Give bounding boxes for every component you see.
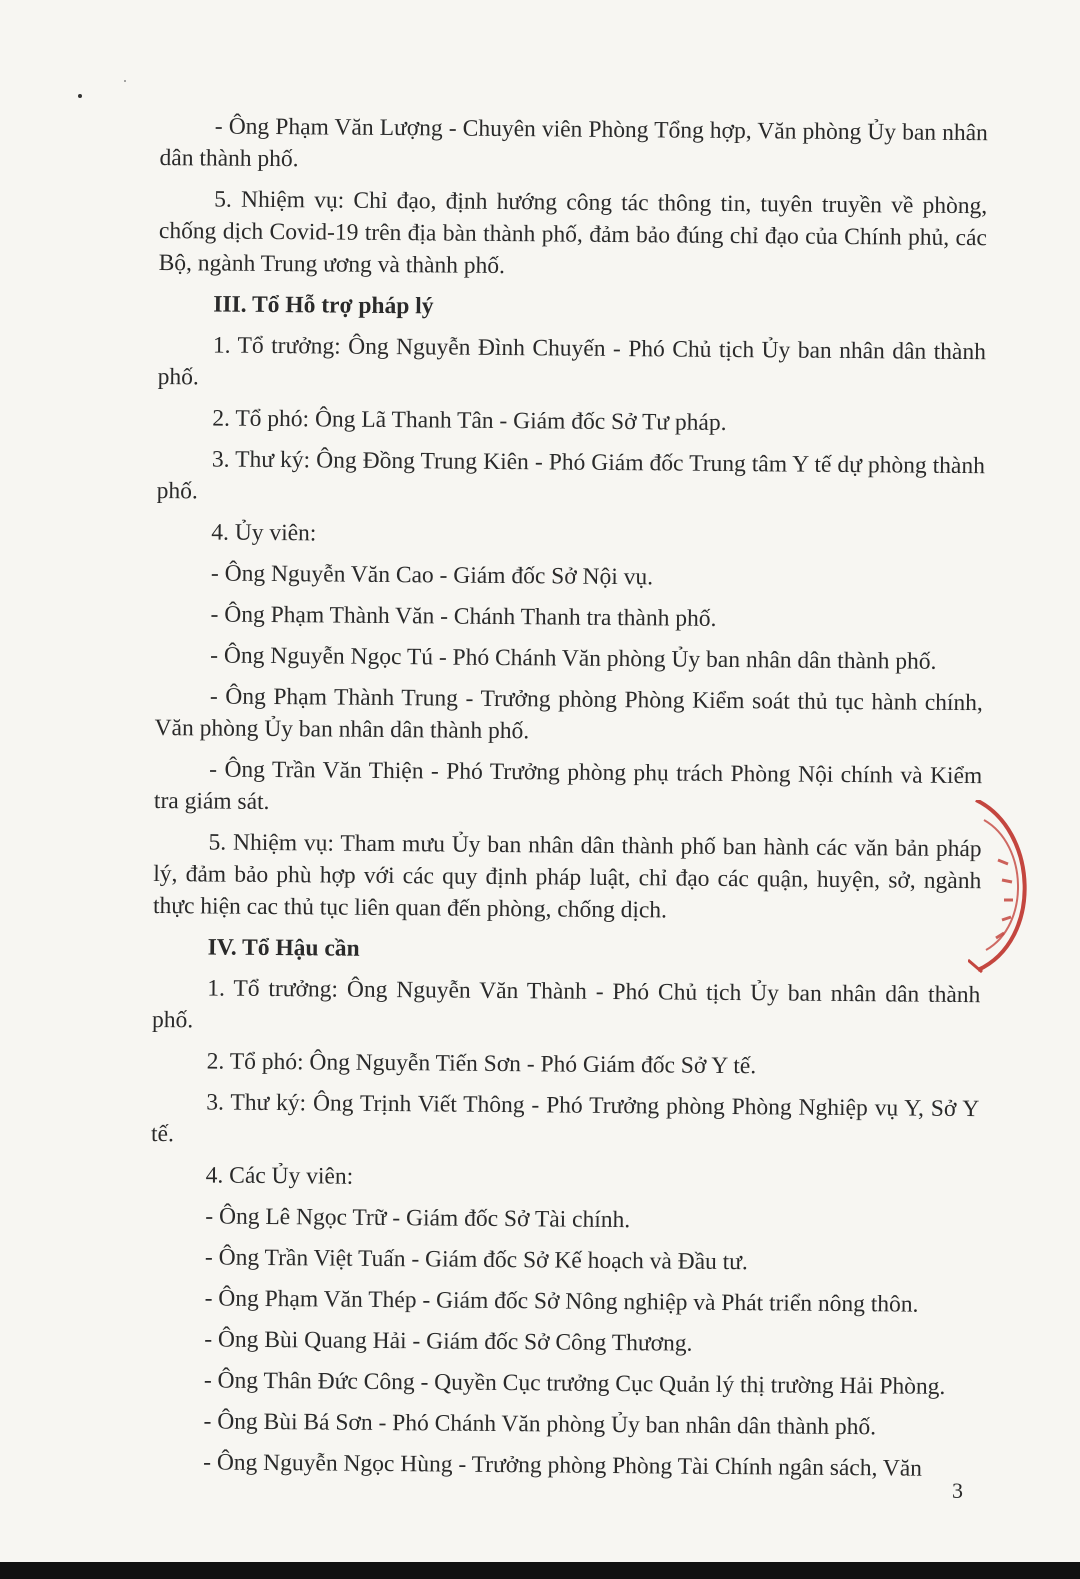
paragraph: 5. Nhiệm vụ: Chỉ đạo, định hướng công tác thông tin, tuyên truyền về phòng, chống dịch Covid-19 trên địa bàn thành phố, đảm bảo đúng chỉ đạo của Chính phủ, các Bộ, ngành Trung ương và thành phố. (158, 186, 988, 280)
paragraph: - Ông Phạm Văn Thép - Giám đốc Sở Nông nghiệp và Phát triển nông thôn. (204, 1285, 919, 1318)
paragraph: - Ông Phạm Văn Lượng - Chuyên viên Phòng Tổng hợp, Văn phòng Ủy ban nhân dân thành phố. (159, 113, 988, 173)
document-body (148, 110, 988, 1494)
paragraph: - Ông Bùi Bá Sơn - Phó Chánh Văn phòng Ủy ban nhân dân thành phố. (203, 1408, 877, 1441)
paragraph: 3. Thư ký: Ông Trịnh Viết Thông - Phó Trưởng phòng Phòng Nghiệp vụ Y, Sở Y tế. (150, 1089, 980, 1148)
seal-marks (996, 860, 1013, 938)
paragraph: 4. Ủy viên: (211, 519, 317, 547)
paragraph: 3. Thư ký: Ông Đồng Trung Kiên - Phó Giám đốc Trung tâm Y tế dự phòng thành phố. (156, 446, 986, 505)
section-heading: III. Tổ Hỗ trợ pháp lý (213, 291, 434, 320)
page-number: 3 (952, 1478, 963, 1503)
seal-tail (968, 960, 982, 972)
paragraph: - Ông Nguyễn Ngọc Hùng - Trưởng phòng Phòng Tài Chính ngân sách, Văn (203, 1449, 923, 1482)
paragraph: 1. Tổ trưởng: Ông Nguyễn Đình Chuyến - Phó Chủ tịch Ủy ban nhân dân thành phố. (157, 332, 987, 391)
paragraph: - Ông Phạm Thành Trung - Trưởng phòng Phòng Kiểm soát thủ tục hành chính, Văn phòng Ủy ban nhân dân thành phố. (154, 683, 983, 745)
paragraph: - Ông Trần Văn Thiện - Phó Trưởng phòng phụ trách Phòng Nội chính và Kiểm tra giám sát. (153, 756, 983, 815)
red-seal-stamp (968, 800, 1048, 980)
paragraph: 1. Tổ trưởng: Ông Nguyễn Văn Thành - Phó Chủ tịch Ủy ban nhân dân thành phố. (151, 975, 981, 1034)
paragraph: 2. Tổ phó: Ông Nguyễn Tiến Sơn - Phó Giám đốc Sở Y tế. (206, 1048, 757, 1080)
section-heading: IV. Tổ Hậu cần (207, 934, 360, 962)
paragraph: - Ông Thân Đức Công - Quyền Cục trưởng Cục Quản lý thị trường Hải Phòng. (203, 1367, 946, 1400)
scan-speck (124, 80, 126, 82)
paragraph: 5. Nhiệm vụ: Tham mưu Ủy ban nhân dân thành phố ban hành các văn bản pháp lý, đảm bảo phù hợp với các quy định pháp luật, chỉ đạo các quận, huyện, sở, ngành thực hiện cac thủ tục liên quan đến phòng, chống dịch. (152, 829, 982, 924)
paragraph: 2. Tổ phó: Ông Lã Thanh Tân - Giám đốc Sở Tư pháp. (212, 405, 727, 436)
paragraph: - Ông Nguyễn Ngọc Tú - Phó Chánh Văn phòng Ủy ban nhân dân thành phố. (210, 642, 937, 675)
paragraph: - Ông Nguyễn Văn Cao - Giám đốc Sở Nội vụ. (210, 560, 654, 591)
paragraph: - Ông Phạm Thành Văn - Chánh Thanh tra thành phố. (210, 601, 717, 632)
paragraph: - Ông Trần Việt Tuấn - Giám đốc Sở Kế hoạch và Đầu tư. (204, 1244, 748, 1276)
bottom-bar (0, 1562, 1080, 1579)
paragraph: 4. Các Ủy viên: (205, 1162, 354, 1190)
paragraph: - Ông Bùi Quang Hải - Giám đốc Sở Công Thương. (204, 1326, 693, 1357)
scan-speck (78, 94, 82, 98)
paragraph: - Ông Lê Ngọc Trữ - Giám đốc Sở Tài chính. (205, 1203, 631, 1234)
